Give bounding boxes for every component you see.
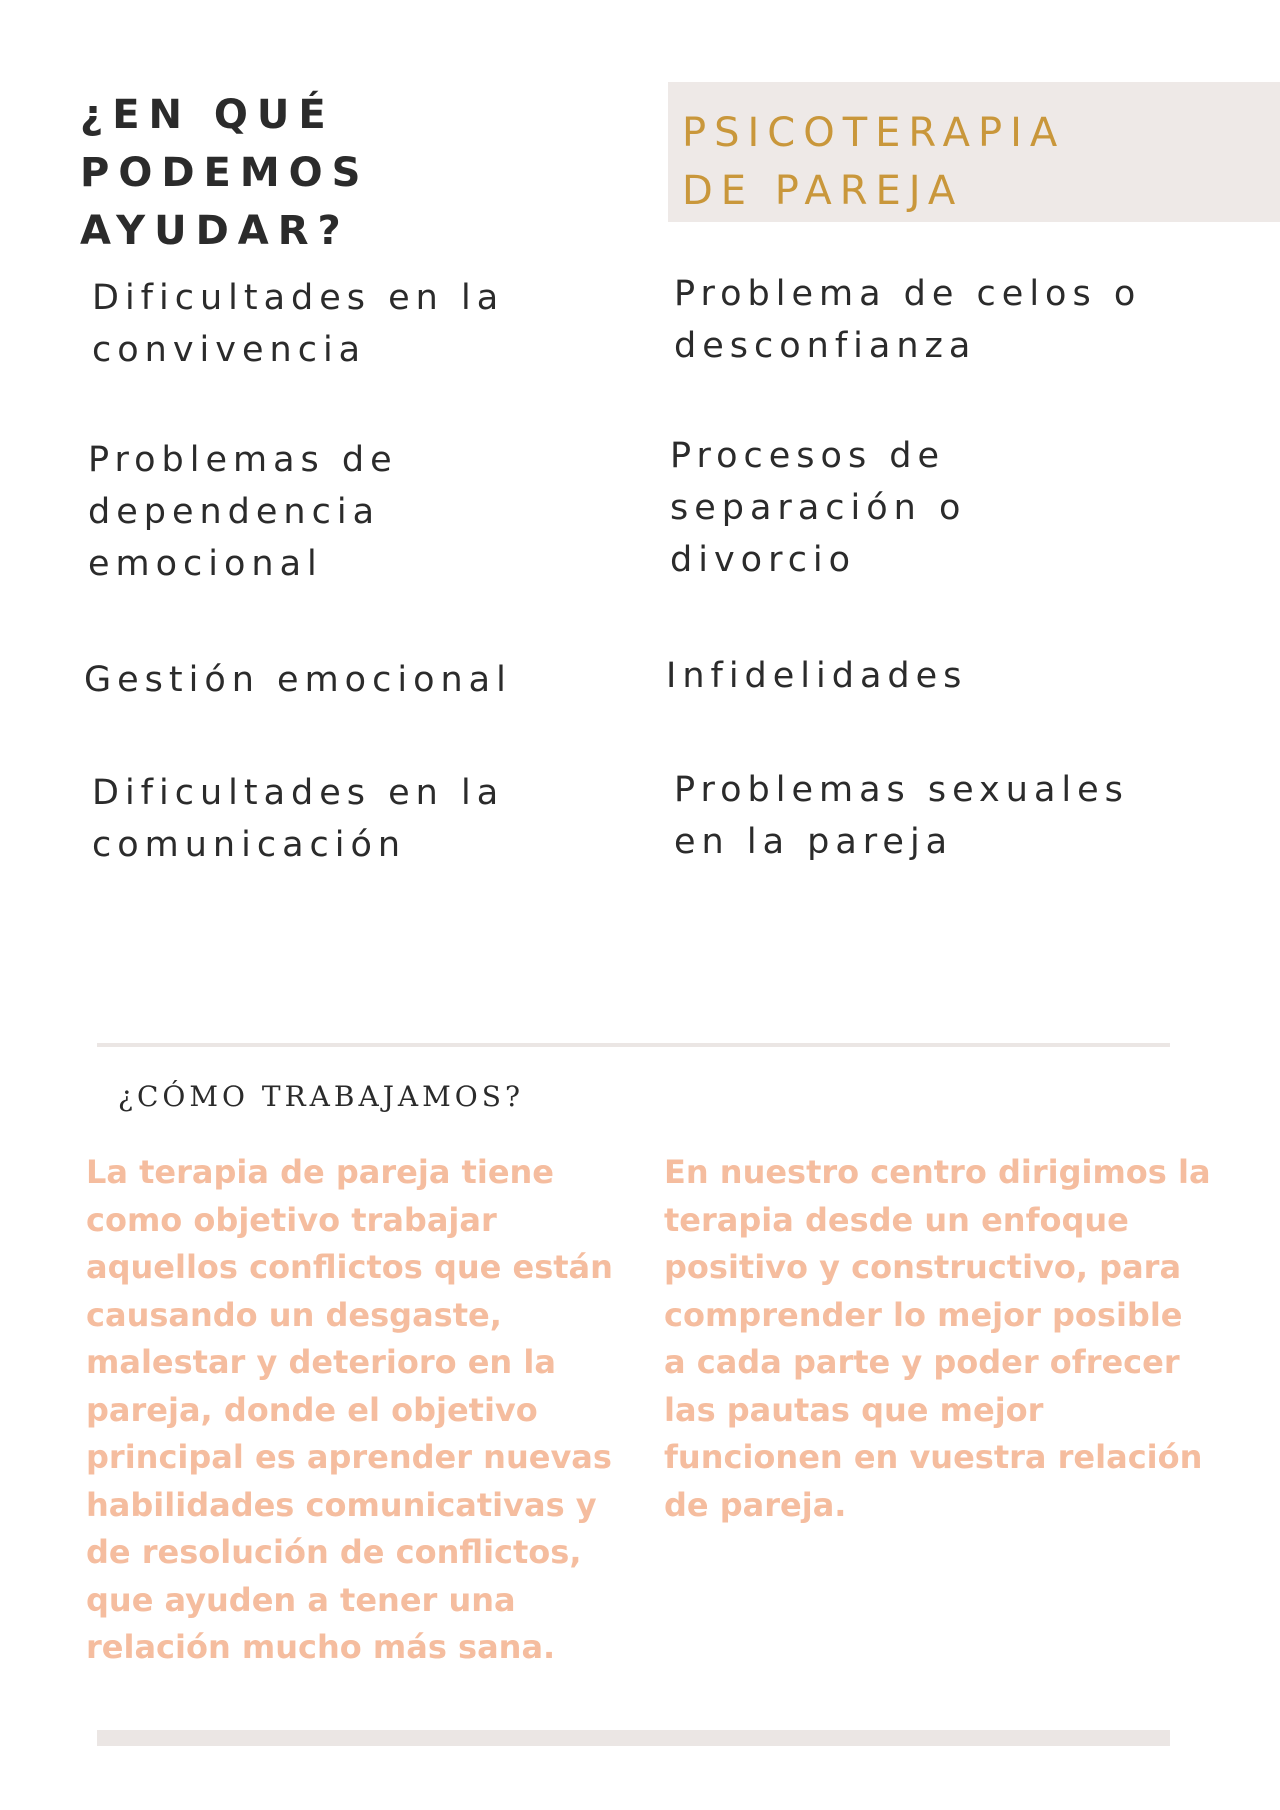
service-badge: [668, 82, 1280, 222]
page-title: ¿EN QUÉ PODEMOS AYUDAR?: [80, 92, 370, 254]
paragraph-right: En nuestro centro dirigimos la terapia desde un enfoque positivo y constructivo, para comprender lo mejor posible a cada parte y poder ofrecer las pautas que mejor funcionen en vuestra relación de pareja.: [664, 1153, 1211, 1524]
list-item-separacion: Procesos de separación o divorcio: [670, 436, 967, 580]
paragraph-left: La terapia de pareja tiene como objetivo trabajar aquellos conflictos que están causando un desgaste, malestar y deterioro en la pareja, donde el objetivo principal es aprender nuevas habilidades comunicativas y de resolución de conflictos, que ayuden a tener una relación mucho más sana.: [86, 1153, 613, 1666]
list-item-celos: Problema de celos o desconfianza: [674, 274, 1142, 366]
list-item-gestion: Gestión emocional: [84, 660, 512, 700]
list-item-infidelidades: Infidelidades: [666, 656, 968, 696]
service-badge-label: PSICOTERAPIA DE PAREJA: [682, 110, 1066, 214]
divider: [97, 1043, 1170, 1047]
list-item-convivencia: Dificultades en la convivencia: [92, 278, 505, 370]
list-item-dependencia: Problemas de dependencia emocional: [88, 440, 398, 584]
section-heading: ¿CÓMO TRABAJAMOS?: [118, 1080, 524, 1113]
list-item-sexuales: Problemas sexuales en la pareja: [674, 770, 1129, 862]
footer-bar: [97, 1730, 1170, 1746]
list-item-comunicacion: Dificultades en la comunicación: [92, 773, 505, 865]
